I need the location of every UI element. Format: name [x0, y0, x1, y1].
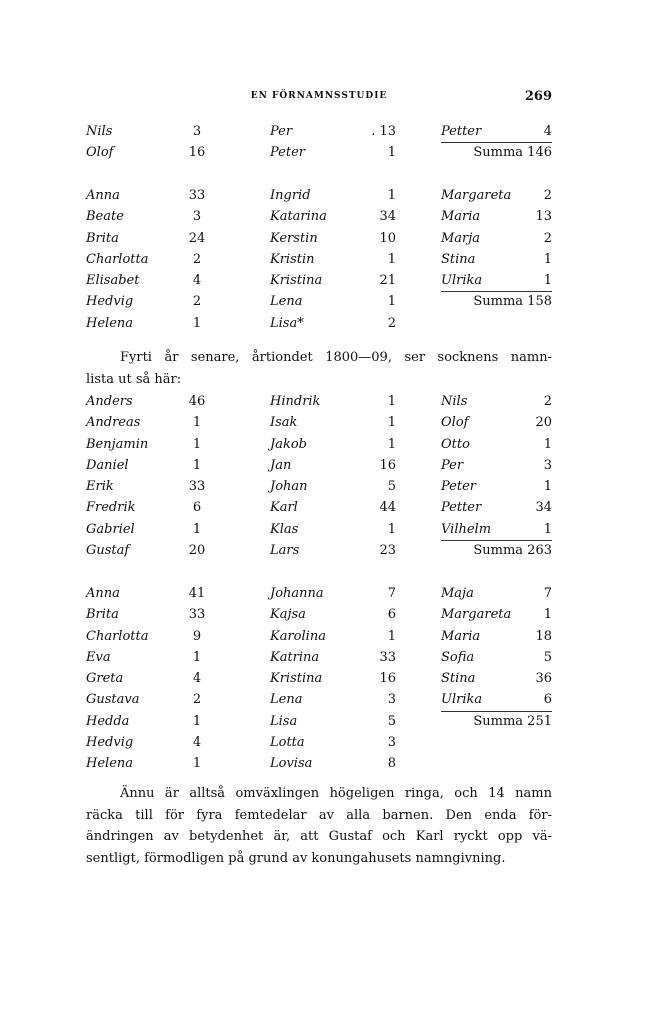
first-name: Lars — [270, 543, 300, 559]
name-count: 33 — [379, 649, 396, 665]
name-count: 33 — [188, 479, 206, 495]
first-name: Olof — [86, 145, 114, 161]
name-count: 6 — [387, 607, 396, 623]
name-count: 20 — [535, 415, 552, 431]
paragraph-intro — [86, 347, 552, 390]
table-row — [86, 145, 552, 166]
name-table-1769-girls — [86, 188, 552, 337]
first-name: Greta — [86, 671, 124, 687]
first-name: Brita — [86, 230, 119, 246]
name-count: 1 — [387, 251, 396, 267]
name-count: 6 — [192, 500, 202, 516]
table-row — [86, 671, 552, 692]
name-count: 16 — [188, 145, 206, 161]
table-row — [86, 500, 552, 521]
name-count: 1 — [543, 436, 552, 452]
first-name: Helena — [86, 315, 134, 331]
name-table-1800-boys — [86, 394, 552, 564]
first-name: Gabriel — [86, 521, 135, 537]
first-name: Jakob — [270, 436, 307, 452]
text-line: ändringen av betydenhet är, att Gustaf och Karl ryckt opp vä- — [86, 829, 552, 844]
first-name: Brita — [86, 607, 119, 623]
name-count: 5 — [543, 649, 552, 665]
name-count: 1 — [192, 649, 202, 665]
name-count: 34 — [379, 209, 396, 225]
summa-total: Summa 146 — [473, 145, 552, 161]
first-name: Otto — [441, 436, 470, 452]
name-count: 1 — [387, 415, 396, 431]
name-count: 4 — [192, 273, 202, 289]
first-name: Eva — [86, 649, 111, 665]
name-count: 4 — [192, 671, 202, 687]
table-row — [86, 394, 552, 415]
first-name: Erik — [86, 479, 114, 495]
table-row — [86, 629, 552, 650]
name-count: 1 — [387, 188, 396, 203]
name-count: 1 — [543, 521, 552, 537]
first-name: Katrina — [270, 649, 320, 665]
running-title: EN FÖRNAMNSSTUDIE — [250, 91, 388, 101]
summa-total: Summa 263 — [473, 543, 552, 559]
first-name: Vilhelm — [441, 521, 492, 537]
page-header — [86, 91, 552, 111]
name-count: 24 — [188, 230, 206, 246]
first-name: Olof — [441, 415, 469, 431]
first-name: Peter — [270, 145, 305, 161]
table-row — [86, 735, 552, 756]
name-count: . 13 — [371, 124, 396, 139]
first-name: Lovisa — [270, 756, 313, 772]
name-count: 1 — [192, 415, 202, 431]
name-count: 2 — [387, 315, 396, 331]
table-row — [86, 607, 552, 628]
table-row — [86, 231, 552, 252]
first-name: Marja — [441, 230, 481, 246]
first-name: Stina — [441, 671, 476, 687]
first-name: Kajsa — [270, 607, 306, 623]
first-name: Jan — [270, 457, 292, 473]
name-count: 4 — [192, 735, 202, 751]
name-count: 5 — [387, 713, 396, 729]
text-line: Fyrti år senare, årtiondet 1800—09, ser socknens namn- — [120, 350, 552, 365]
table-row — [86, 188, 552, 209]
name-count: 1 — [543, 273, 552, 289]
table-row — [86, 415, 552, 436]
name-count: 41 — [188, 586, 206, 601]
name-count: 2 — [543, 188, 552, 203]
sum-rule — [441, 291, 552, 292]
first-name: Johan — [270, 479, 308, 495]
name-count: 9 — [192, 628, 202, 644]
name-count: 2 — [543, 230, 552, 246]
first-name: Ulrika — [441, 692, 483, 708]
table-row — [86, 479, 552, 500]
name-count: 3 — [387, 692, 396, 708]
first-name: Per — [441, 457, 464, 473]
text-line: Ännu är alltså omväxlingen högeligen ringa, och 14 namn — [120, 786, 552, 801]
first-name: Maria — [441, 209, 481, 225]
first-name: Beate — [86, 209, 124, 225]
name-count: 1 — [543, 607, 552, 623]
table-row — [86, 586, 552, 607]
name-count: 2 — [543, 394, 552, 409]
first-name: Stina — [441, 251, 476, 267]
first-name: Lisa — [270, 713, 298, 729]
table-row — [86, 209, 552, 230]
name-count: 1 — [192, 436, 202, 452]
name-count: 34 — [535, 500, 552, 516]
name-count: 1 — [387, 145, 396, 161]
first-name: Anna — [86, 188, 120, 203]
first-name: Margareta — [441, 188, 512, 203]
name-count: 1 — [543, 479, 552, 495]
first-name: Benjamin — [86, 436, 149, 452]
first-name: Nils — [86, 124, 113, 139]
name-count: 10 — [379, 230, 396, 246]
first-name: Maria — [441, 628, 481, 644]
name-count: 1 — [387, 294, 396, 310]
name-count: 5 — [387, 479, 396, 495]
first-name: Isak — [270, 415, 298, 431]
text-line: lista ut så här: — [86, 371, 182, 387]
first-name: Charlotta — [86, 251, 149, 267]
first-name: Lisa* — [270, 315, 304, 331]
name-count: 13 — [535, 209, 552, 225]
first-name: Petter — [441, 500, 482, 516]
first-name: Maja — [441, 586, 474, 601]
sum-rule — [441, 142, 552, 143]
first-name: Peter — [441, 479, 476, 495]
first-name: Fredrik — [86, 500, 136, 516]
name-count: 20 — [188, 543, 206, 559]
first-name: Sofia — [441, 649, 475, 665]
name-count: 1 — [387, 436, 396, 452]
first-name: Kristina — [270, 273, 323, 289]
table-row — [86, 756, 552, 777]
name-count: 3 — [543, 457, 552, 473]
name-table-1769-boys — [86, 124, 552, 167]
first-name: Petter — [441, 124, 482, 139]
first-name: Gustaf — [86, 543, 130, 559]
name-count: 3 — [192, 124, 202, 139]
first-name: Hedvig — [86, 735, 134, 751]
name-count: 33 — [188, 188, 206, 203]
first-name: Klas — [270, 521, 299, 537]
first-name: Charlotta — [86, 628, 149, 644]
name-count: 6 — [543, 692, 552, 708]
table-row — [86, 294, 552, 315]
name-count: 1 — [387, 394, 396, 409]
table-row — [86, 543, 552, 564]
name-count: 44 — [379, 500, 396, 516]
summa-total: Summa 158 — [473, 294, 552, 310]
table-row — [86, 458, 552, 479]
first-name: Lotta — [270, 735, 305, 751]
first-name: Anders — [86, 394, 133, 409]
name-count: 21 — [379, 273, 396, 289]
text-line: räcka till för fyra femtedelar av alla barnen. Den enda för- — [86, 807, 552, 823]
table-row — [86, 316, 552, 337]
name-count: 2 — [192, 251, 202, 267]
name-count: 16 — [379, 671, 396, 687]
name-count: 1 — [192, 713, 202, 729]
sum-rule — [441, 711, 552, 712]
first-name: Margareta — [441, 607, 512, 623]
name-count: 2 — [192, 294, 202, 310]
first-name: Elisabet — [86, 273, 140, 289]
name-count: 4 — [543, 124, 552, 139]
first-name: Ingrid — [270, 188, 311, 203]
name-count: 46 — [188, 394, 206, 409]
name-count: 3 — [387, 735, 396, 751]
first-name: Helena — [86, 756, 134, 772]
first-name: Ulrika — [441, 273, 483, 289]
name-count: 23 — [379, 543, 396, 559]
name-count: 16 — [379, 457, 396, 473]
name-count: 7 — [387, 586, 396, 601]
text-line: sentligt, förmodligen på grund av konungahusets namngivning. — [86, 850, 506, 866]
first-name: Nils — [441, 394, 468, 409]
page-number: 269 — [524, 89, 552, 104]
name-count: 8 — [387, 756, 396, 772]
first-name: Andreas — [86, 415, 141, 431]
name-count: 3 — [192, 209, 202, 225]
name-count: 18 — [535, 628, 552, 644]
name-count: 1 — [543, 251, 552, 267]
first-name: Hedda — [86, 713, 130, 729]
first-name: Katarina — [270, 209, 327, 225]
table-row — [86, 437, 552, 458]
table-row — [86, 650, 552, 671]
name-count: 1 — [192, 521, 202, 537]
first-name: Per — [270, 124, 293, 139]
name-table-1800-girls — [86, 586, 552, 778]
first-name: Gustava — [86, 692, 140, 708]
table-row — [86, 252, 552, 273]
name-count: 1 — [192, 315, 202, 331]
name-count: 33 — [188, 607, 206, 623]
name-count: 1 — [387, 521, 396, 537]
summa-total: Summa 251 — [473, 713, 552, 729]
name-count: 36 — [535, 671, 552, 687]
name-count: 1 — [387, 628, 396, 644]
paragraph-conclusion — [86, 783, 552, 869]
name-count: 2 — [192, 692, 202, 708]
first-name: Hindrik — [270, 394, 321, 409]
first-name: Lena — [270, 692, 303, 708]
first-name: Anna — [86, 586, 120, 601]
first-name: Lena — [270, 294, 303, 310]
first-name: Hedvig — [86, 294, 134, 310]
name-count: 7 — [543, 586, 552, 601]
first-name: Karolina — [270, 628, 326, 644]
first-name: Kristina — [270, 671, 323, 687]
name-count: 1 — [192, 756, 202, 772]
first-name: Johanna — [270, 586, 324, 601]
sum-rule — [441, 540, 552, 541]
first-name: Kerstin — [270, 230, 318, 246]
first-name: Kristin — [270, 251, 315, 267]
name-count: 1 — [192, 457, 202, 473]
table-row — [86, 714, 552, 735]
first-name: Daniel — [86, 457, 129, 473]
first-name: Karl — [270, 500, 298, 516]
